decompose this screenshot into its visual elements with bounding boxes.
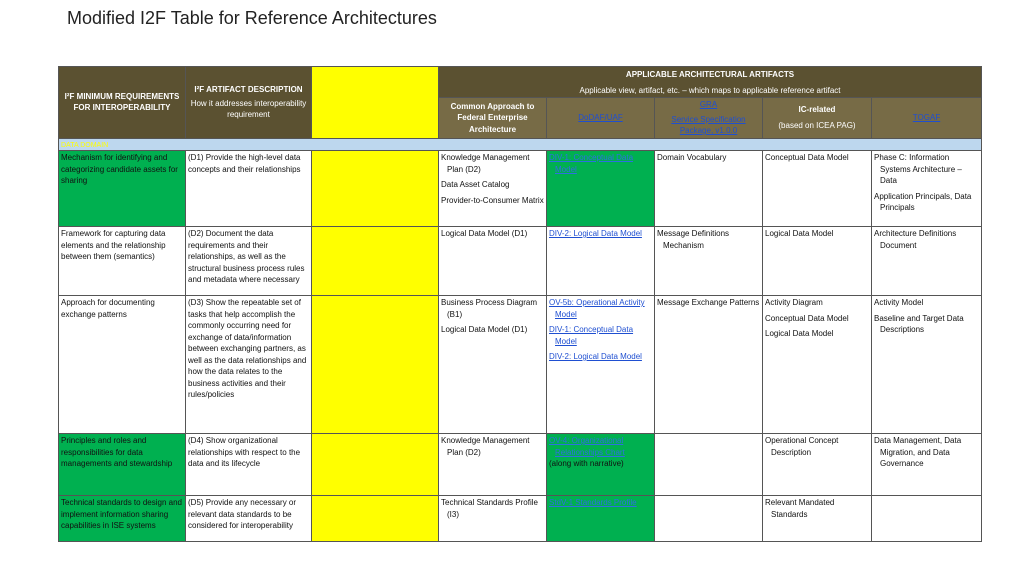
dodaf-link[interactable]: DoDAF/UAF bbox=[578, 113, 623, 122]
table-row bbox=[59, 496, 982, 542]
gra-link[interactable]: GRA bbox=[699, 100, 718, 109]
header-artifact-description: I²F ARTIFACT DESCRIPTION How it addresses interoperability requirement bbox=[186, 67, 312, 139]
ic-cell: Activity Diagram Conceptual Data Model Logical Data Model bbox=[763, 296, 872, 434]
dodaf-artifact-link[interactable]: StdV-1 Standards Profile bbox=[549, 498, 637, 507]
dodaf-cell bbox=[547, 496, 655, 542]
dodaf-cell bbox=[547, 227, 655, 296]
requirement-cell: Approach for documenting exchange patterns bbox=[59, 296, 186, 434]
togaf-cell: Data Management, Data Migration, and Data Governance bbox=[872, 434, 982, 496]
header-applicable-artifacts: APPLICABLE ARCHITECTURAL ARTIFACTS Applicable view, artifact, etc. – which maps to applicable reference artifact bbox=[439, 67, 982, 98]
description-cell: (D5) Provide any necessary or relevant data standards to be considered for interoperability bbox=[186, 496, 312, 542]
fea-cell: Logical Data Model (D1) bbox=[439, 227, 547, 296]
togaf-cell: Phase C: Information Systems Architecture – Data Application Principals, Data Principals bbox=[872, 151, 982, 227]
header-requirements: I²F MINIMUM REQUIREMENTS FOR INTEROPERABILITY bbox=[59, 67, 186, 139]
fea-cell: Business Process Diagram (B1) Logical Data Model (D1) bbox=[439, 296, 547, 434]
yellow-cell bbox=[312, 296, 439, 434]
description-cell: (D3) Show the repeatable set of tasks that help accomplish the commonly occurring need for exchange of data/information between exchanging partners, as well as the data relationships and how the data relates to the business activities and their rules/policies bbox=[186, 296, 312, 434]
dodaf-artifact-link[interactable]: DIV-2: Logical Data Model bbox=[549, 352, 642, 361]
dodaf-cell: OV-4: Organizational Relationships Chart (along with narrative) bbox=[547, 434, 655, 496]
header-dodaf bbox=[547, 98, 655, 139]
description-cell: (D1) Provide the high-level data concepts and their relationships bbox=[186, 151, 312, 227]
togaf-cell: Architecture Definitions Document bbox=[872, 227, 982, 296]
dodaf-artifact-link[interactable]: OV-5b: Operational Activity Model bbox=[549, 298, 645, 319]
requirement-cell: Framework for capturing data elements and the relationship between them (semantics) bbox=[59, 227, 186, 296]
ic-cell: Logical Data Model bbox=[763, 227, 872, 296]
fea-cell: Technical Standards Profile (I3) bbox=[439, 496, 547, 542]
header-blank-yellow bbox=[312, 67, 439, 139]
table-row bbox=[59, 151, 982, 227]
header-fea: Common Approach to Federal Enterprise Architecture bbox=[439, 98, 547, 139]
ic-cell: Conceptual Data Model bbox=[763, 151, 872, 227]
header-gra bbox=[655, 98, 763, 139]
dodaf-artifact-link[interactable]: DIV-1: Conceptual Data Model bbox=[549, 153, 634, 174]
dodaf-artifact-link[interactable]: DIV-1: Conceptual Data Model bbox=[549, 325, 634, 346]
dodaf-cell bbox=[547, 296, 655, 434]
fea-cell: Knowledge Management Plan (D2) bbox=[439, 434, 547, 496]
togaf-cell: Activity Model Baseline and Target Data Descriptions bbox=[872, 296, 982, 434]
data-domain-band: DATA DOMAIN bbox=[59, 138, 982, 151]
dodaf-artifact-link[interactable]: DIV-2: Logical Data Model bbox=[549, 229, 642, 238]
gra-cell: Domain Vocabulary bbox=[655, 151, 763, 227]
table-row bbox=[59, 227, 982, 296]
fea-cell: Knowledge Management Plan (D2) Data Asset Catalog Provider-to-Consumer Matrix bbox=[439, 151, 547, 227]
i2f-table bbox=[58, 66, 982, 542]
togaf-cell bbox=[872, 496, 982, 542]
dodaf-cell bbox=[547, 151, 655, 227]
yellow-cell bbox=[312, 434, 439, 496]
ic-cell: Relevant Mandated Standards bbox=[763, 496, 872, 542]
gra-cell: Message Exchange Patterns bbox=[655, 296, 763, 434]
dodaf-artifact-link[interactable]: OV-4: Organizational Relationships Chart bbox=[549, 436, 625, 457]
gra-cell: Message Definitions Mechanism bbox=[655, 227, 763, 296]
gra-cell bbox=[655, 496, 763, 542]
description-cell: (D2) Document the data requirements and their relationships, as well as the structural business process rules and metadata where necessary bbox=[186, 227, 312, 296]
yellow-cell bbox=[312, 227, 439, 296]
table-row bbox=[59, 434, 982, 496]
requirement-cell: Technical standards to design and implement information sharing capabilities in ISE systems bbox=[59, 496, 186, 542]
togaf-link[interactable]: TOGAF bbox=[912, 113, 941, 122]
gra-cell bbox=[655, 434, 763, 496]
yellow-cell bbox=[312, 496, 439, 542]
gra-spec-link[interactable]: Service Specification Package, v1.0.0 bbox=[671, 114, 746, 135]
header-ic: IC-related (based on ICEA PAG) bbox=[763, 98, 872, 139]
header-togaf bbox=[872, 98, 982, 139]
page-title: Modified I2F Table for Reference Architectures bbox=[67, 8, 437, 28]
description-cell: (D4) Show organizational relationships with respect to the data and its lifecycle bbox=[186, 434, 312, 496]
table-row bbox=[59, 296, 982, 434]
requirement-cell: Principles and roles and responsibilities for data managements and stewardship bbox=[59, 434, 186, 496]
yellow-cell bbox=[312, 151, 439, 227]
requirement-cell: Mechanism for identifying and categorizing candidate assets for sharing bbox=[59, 151, 186, 227]
ic-cell: Operational Concept Description bbox=[763, 434, 872, 496]
